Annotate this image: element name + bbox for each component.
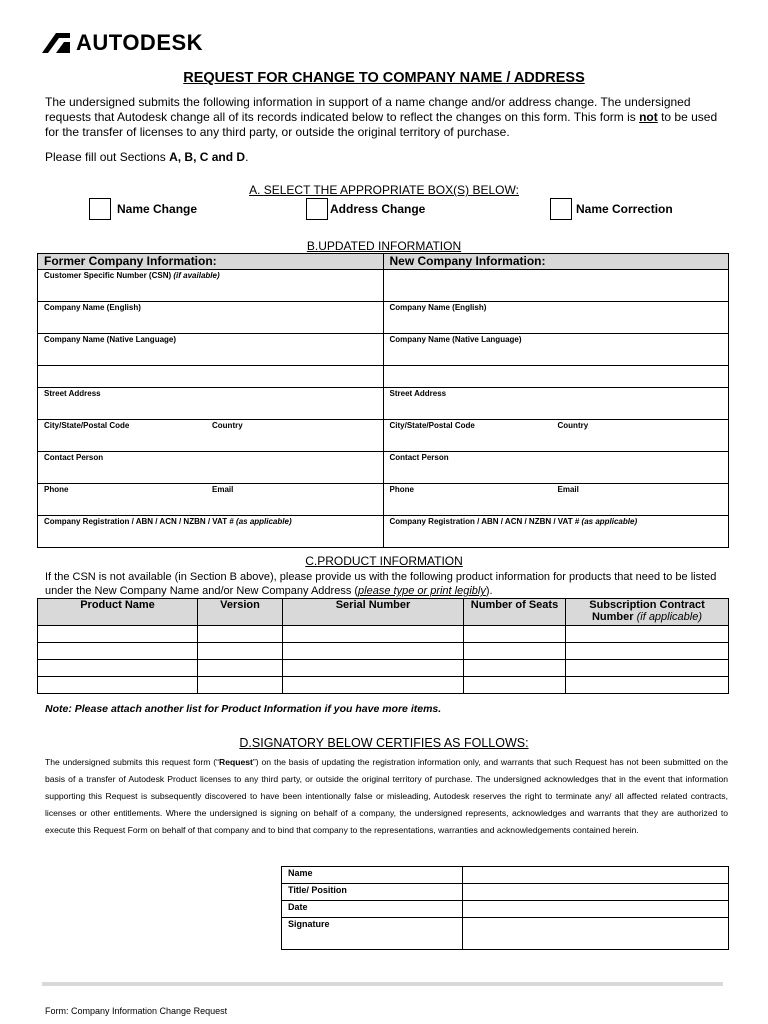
former-contact-field[interactable] [38, 452, 384, 484]
field-label: Street Address [389, 389, 447, 398]
former-registration-field[interactable] [38, 516, 384, 548]
footer-text: Form: Company Information Change Request [45, 1006, 228, 1016]
checkbox-address-change[interactable] [306, 198, 425, 220]
version-cell[interactable] [198, 677, 283, 694]
name-field[interactable] [463, 867, 729, 884]
table-row [38, 660, 729, 677]
date-field[interactable] [463, 901, 729, 918]
signature-label: Signature [282, 918, 463, 950]
former-city-field[interactable] [38, 420, 384, 452]
seats-cell[interactable] [464, 643, 566, 660]
former-company-name-en-field[interactable] [38, 302, 384, 334]
intro-not: not [639, 110, 658, 124]
checkbox-name-change[interactable] [89, 198, 197, 220]
fill-out-instruction [45, 150, 248, 164]
checkbox-label: Name Change [117, 202, 198, 216]
field-label: Company Name (Native Language) [44, 335, 177, 344]
field-label: Company Registration / ABN / ACN / NZBN / VAT # [389, 517, 580, 526]
section-b-prefix: B. [306, 239, 319, 253]
product-cell[interactable] [38, 660, 198, 677]
new-street-field[interactable] [383, 388, 729, 420]
checkbox-box[interactable] [89, 198, 111, 220]
col-serial-number: Serial Number [283, 599, 464, 626]
former-blank-field[interactable] [38, 366, 384, 388]
checkbox-name-correction[interactable] [550, 198, 673, 220]
fill-sections: A, B, C and D [169, 150, 246, 164]
field-label: Contact Person [44, 453, 104, 462]
field-label: City/State/Postal Code [389, 421, 475, 430]
field-note: (if available) [173, 271, 220, 280]
contract-cell[interactable] [566, 626, 729, 643]
version-cell[interactable] [198, 626, 283, 643]
date-label: Date [282, 901, 463, 918]
product-cell[interactable] [38, 643, 198, 660]
new-company-name-native-field[interactable] [383, 334, 729, 366]
legal-bold: Request [218, 757, 253, 767]
field-label: Street Address [44, 389, 101, 398]
intro-text-1: The undersigned submits the following information in support of a name change and/or address change. The undersigned requests that Autodesk change all of its records indicated below to reflect the changes on this form. This form is [45, 95, 691, 124]
former-csn-field[interactable] [38, 270, 384, 302]
col-version: Version [198, 599, 283, 626]
checkbox-box[interactable] [550, 198, 572, 220]
col-number-of-seats: Number of Seats [464, 599, 566, 626]
certification-text [45, 754, 728, 839]
section-a-title: SELECT THE APPROPRIATE BOX(S) BELOW: [263, 183, 519, 197]
checkbox-label: Name Correction [576, 202, 673, 216]
table-row [38, 626, 729, 643]
new-company-header: New Company Information: [383, 254, 729, 270]
fill-text: Please fill out Sections [45, 150, 170, 164]
col-contract-note: (if applicable) [636, 611, 703, 623]
serial-cell[interactable] [283, 626, 464, 643]
field-label: Customer Specific Number (CSN) [44, 271, 172, 280]
country-label: Country [212, 421, 243, 430]
col-contract-label: Subscription Contract Number [589, 599, 705, 623]
legal-text-2: ”) on the basis of updating the registration information only, and warrants that such Request has not been submitted on the basis of a transfer of Autodesk Product licenses to any third party, or outside the original territory of purchase. The undersigned acknowledges that in the event that information supporting this Request is subsequently discovered to have been intentionally false or misleading, Autodesk reserves the right to terminate any/ all affected related contracts, licenses or other entitlements. Where the undersigned is signing on behalf of a company, the undersigned represents, acknowledges and warrants that they are authorized to execute this Request Form on behalf of that company and to bind that company to the representations, warranties and acknowledgements contained herein. [45, 757, 728, 835]
serial-cell[interactable] [283, 660, 464, 677]
seats-cell[interactable] [464, 660, 566, 677]
product-intro-text: If the CSN is not available (in Section B above), please provide us with the following product information for products that need to be listed under the New Company Name and/or New Company Address ( [45, 571, 717, 597]
table-row [38, 677, 729, 694]
new-phone-field[interactable] [383, 484, 729, 516]
checkbox-box[interactable] [306, 198, 328, 220]
section-a-heading [0, 183, 768, 197]
title-position-field[interactable] [463, 884, 729, 901]
field-note: (as applicable) [236, 517, 292, 526]
serial-cell[interactable] [283, 677, 464, 694]
country-label: Country [557, 421, 589, 430]
fill-end: . [245, 150, 249, 164]
product-cell[interactable] [38, 677, 198, 694]
field-label: City/State/Postal Code [44, 421, 130, 430]
field-label: Company Registration / ABN / ACN / NZBN / VAT # [44, 517, 234, 526]
seats-cell[interactable] [464, 677, 566, 694]
intro-paragraph [45, 95, 725, 140]
title-position-label: Title/ Position [282, 884, 463, 901]
table-row [38, 643, 729, 660]
footer-divider [42, 982, 723, 986]
brand-name: AUTODESK [76, 30, 204, 55]
updated-information-table [37, 253, 729, 548]
field-label: Contact Person [389, 453, 449, 462]
product-information-table [37, 598, 729, 694]
former-phone-field[interactable] [38, 484, 384, 516]
seats-cell[interactable] [464, 626, 566, 643]
contract-cell[interactable] [566, 643, 729, 660]
serial-cell[interactable] [283, 643, 464, 660]
new-contact-field[interactable] [383, 452, 729, 484]
new-csn-field[interactable] [383, 270, 729, 302]
intro-text-2: to be used for the transfer of licenses to any third party, or outside the original territory of purchase. [45, 110, 718, 139]
new-city-field[interactable] [383, 420, 729, 452]
field-label: Phone [389, 485, 414, 494]
autodesk-logo [42, 30, 203, 56]
checkbox-label: Address Change [330, 202, 426, 216]
field-label: Company Name (English) [389, 303, 487, 312]
section-c-title: PRODUCT INFORMATION [317, 554, 463, 568]
email-label: Email [212, 485, 234, 494]
product-intro-end: ). [485, 585, 493, 597]
product-note: Note: Please attach another list for Product Information if you have more items. [45, 703, 442, 715]
section-b-heading [0, 239, 768, 253]
field-label: Company Name (Native Language) [389, 335, 522, 344]
legal-text-1: The undersigned submits this request form (“ [45, 757, 219, 767]
autodesk-logo-icon [42, 33, 70, 53]
name-label: Name [282, 867, 463, 884]
section-a-prefix: A. [249, 183, 264, 197]
signatory-table [281, 866, 729, 950]
product-intro-italic: please type or print legibly [358, 585, 486, 597]
new-registration-field[interactable] [383, 516, 729, 548]
contract-cell[interactable] [566, 677, 729, 694]
section-b-title: UPDATED INFORMATION [318, 239, 462, 253]
col-product-name: Product Name [38, 599, 198, 626]
signature-field[interactable] [463, 918, 729, 950]
contract-cell[interactable] [566, 660, 729, 677]
col-subscription-contract [566, 599, 729, 626]
form-title: REQUEST FOR CHANGE TO COMPANY NAME / ADDRESS [183, 70, 585, 86]
former-company-name-native-field[interactable] [38, 334, 384, 366]
email-label: Email [557, 485, 579, 494]
former-company-header: Former Company Information: [38, 254, 384, 270]
field-label: Phone [44, 485, 69, 494]
product-cell[interactable] [38, 626, 198, 643]
version-cell[interactable] [198, 660, 283, 677]
former-street-field[interactable] [38, 388, 384, 420]
field-label: Company Name (English) [44, 303, 141, 312]
new-blank-field[interactable] [383, 366, 729, 388]
version-cell[interactable] [198, 643, 283, 660]
product-intro [45, 570, 725, 598]
section-c-heading [0, 554, 768, 568]
section-d-title: SIGNATORY BELOW CERTIFIES AS FOLLOWS: [251, 736, 529, 750]
section-d-heading [0, 736, 768, 750]
section-c-prefix: C. [305, 554, 318, 568]
section-d-prefix: D. [239, 736, 252, 750]
new-company-name-en-field[interactable] [383, 302, 729, 334]
field-note: (as applicable) [581, 517, 638, 526]
